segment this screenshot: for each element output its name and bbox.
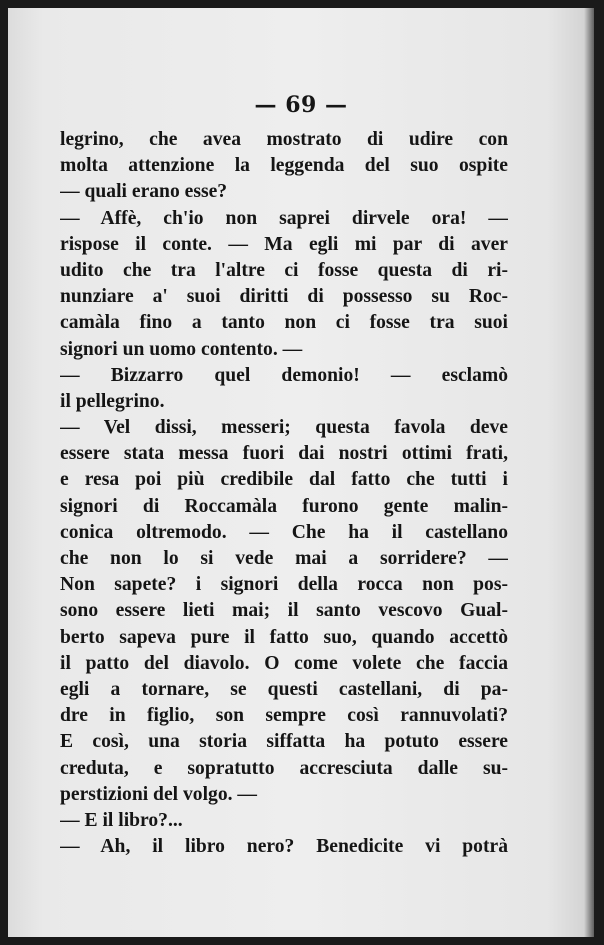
text-line: che non lo si vede mai a sorridere? — xyxy=(60,548,508,569)
text-line: molta attenzione la leggenda del suo ospite xyxy=(60,155,508,177)
text-line: — E il libro?... xyxy=(60,809,183,831)
text-line: essere stata messa fuori dai nostri ottimi frati, xyxy=(60,443,508,465)
text-line: perstizioni del volgo. — xyxy=(60,783,258,805)
text-line: il patto del diavolo. O come volete che faccia xyxy=(60,652,508,674)
text-line: il pellegrino. xyxy=(60,390,165,412)
text-line: — Affè, ch'io non saprei dirvele ora! — xyxy=(60,207,508,229)
text-line: egli a tornare, se questi castellani, di pa- xyxy=(60,678,508,700)
text-line: rispose il conte. — Ma egli mi par di aver xyxy=(60,233,508,255)
page-number: — 69 — xyxy=(254,92,348,118)
text-line: camàla fino a tanto non ci fosse tra suoi xyxy=(60,312,508,334)
text-line: sono essere lieti mai; il santo vescovo Gual- xyxy=(60,600,508,622)
text-line: — Vel dissi, messeri; questa favola deve xyxy=(60,417,508,439)
text-line: dre in figlio, son sempre così rannuvolati? xyxy=(60,705,508,727)
text-line: — Bizzarro quel demonio! — esclamò xyxy=(60,364,508,386)
text-line: e resa poi più credibile dal fatto che tutti i xyxy=(60,469,508,491)
text-line: legrino, che avea mostrato di udire con xyxy=(60,129,508,150)
text-line: berto sapeva pure il fatto suo, quando accettò xyxy=(60,626,508,648)
text-line: conica oltremodo. — Che ha il castellano xyxy=(60,521,508,543)
text-line: Non sapete? i signori della rocca non pos- xyxy=(60,574,508,596)
page-edge-shadow xyxy=(584,8,594,937)
text-line: — quali erano esse? xyxy=(60,181,228,203)
text-line: creduta, e sopratutto accresciuta dalle su- xyxy=(60,757,508,779)
text-line: udito che tra l'altre ci fosse questa di ri- xyxy=(60,259,508,281)
book-page xyxy=(8,8,594,937)
text-line: E così, una storia siffatta ha potuto essere xyxy=(60,731,508,753)
text-line: signori un uomo contento. — xyxy=(60,338,303,360)
body-text xyxy=(60,127,508,860)
text-line: nunziare a' suoi diritti di possesso su Roc- xyxy=(60,286,508,308)
text-line: signori di Roccamàla furono gente malin- xyxy=(60,495,508,517)
text-line: — Ah, il libro nero? Benedicite vi potrà xyxy=(60,836,508,858)
